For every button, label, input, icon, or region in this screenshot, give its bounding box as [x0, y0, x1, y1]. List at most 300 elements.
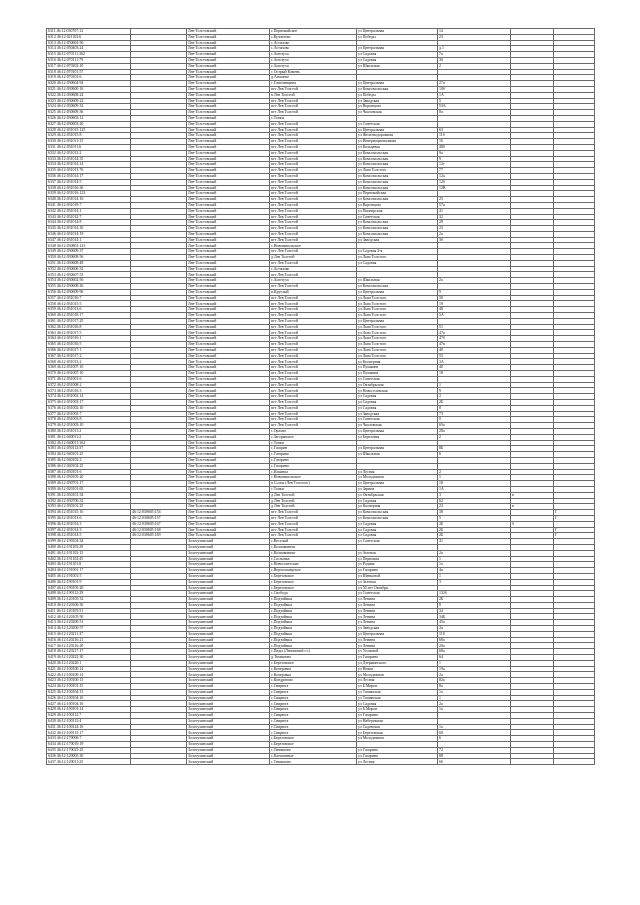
record-id-cell: 6338 46:12:031016:36 — [47, 185, 131, 191]
record-id-cell: 6394 46:12:031015:16 — [47, 510, 131, 516]
locality-cell: с.Свобода — [270, 591, 357, 597]
record-id-cell: 6412 46:12:120105:50 — [47, 614, 131, 620]
street-cell: ул Кооперная — [357, 359, 438, 365]
district-cell: Лев-Толстовский — [187, 34, 270, 40]
district-cell: Лев-Толстовский — [187, 226, 270, 232]
record-id-cell: 6431 46:12:100124:16 — [47, 724, 131, 730]
district-cell: Золотухинский — [187, 666, 270, 672]
locality-cell: с.Подтаймья — [270, 626, 357, 632]
record-id-cell: 6343 46:12:031012:7 — [47, 214, 131, 220]
street-cell: ул Садовая — [357, 498, 438, 504]
locality-cell: с.Гомелевщина — [270, 81, 357, 87]
district-cell: Лев-Толстовский — [187, 156, 270, 162]
street-cell: ул Дзержинского — [357, 660, 438, 666]
district-cell: Лев-Толстовский — [187, 168, 270, 174]
locality-cell: пгт Лев Толстой — [270, 208, 357, 214]
house-cell: 47б — [438, 336, 511, 342]
street-cell: ул Комсомольская — [357, 226, 438, 232]
record-id-cell: 6432 46:12:100115:17 — [47, 730, 131, 736]
locality-cell: пгт Лев Толстой — [270, 86, 357, 92]
locality-cell: с.Свирюга — [270, 695, 357, 701]
house-cell: 66 — [438, 759, 511, 765]
house-cell: 8Б — [438, 446, 511, 452]
record-id-cell: 6325 46:12:030609:36 — [47, 110, 131, 116]
locality-cell: с.Подтаймья — [270, 631, 357, 637]
record-id-cell: 6428 46:12:100101:14 — [47, 707, 131, 713]
registry-table — [46, 28, 595, 765]
locality-cell: с.Свирюга — [270, 701, 357, 707]
house-cell: 34Б — [438, 614, 511, 620]
record-id-cell: 6416 46:12:120216:21 — [47, 637, 131, 643]
district-cell: Лев-Толстовский — [187, 318, 270, 324]
street-cell: ул Заводская — [357, 237, 438, 243]
record-id-cell: 6386 46:12:040102:25 — [47, 463, 131, 469]
building-cell — [511, 759, 554, 765]
locality-cell: д.Агишево — [270, 75, 357, 81]
locality-cell: с.Свирюга — [270, 713, 357, 719]
house-cell: 57а — [438, 202, 511, 208]
house-cell: 64 — [438, 655, 511, 661]
locality-cell: с.Клепачевые — [270, 753, 357, 759]
record-id-cell: 6364 46:12:031016:1 — [47, 336, 131, 342]
district-cell: Лев-Толстовский — [187, 428, 270, 434]
locality-cell: пгт Лев Толстой — [270, 162, 357, 168]
record-id-cell: 6355 46:12:030608:26 — [47, 284, 131, 290]
locality-cell: пгт Лев Толстой — [270, 231, 357, 237]
record-id-cell: 6358 46:12:031015:5 — [47, 301, 131, 307]
street-cell: ул Комсомольская — [357, 173, 438, 179]
street-cell: ул Молодежная — [357, 672, 438, 678]
locality-cell: пгт Лев Толстой — [270, 121, 357, 127]
district-cell: Лев-Толстовский — [187, 46, 270, 52]
district-cell: Лев-Толстовский — [187, 197, 270, 203]
locality-cell: пгт Лев Толстой — [270, 365, 357, 371]
district-cell: Лев-Толстовский — [187, 486, 270, 492]
house-cell: 23 — [438, 34, 511, 40]
house-cell: 27а — [438, 81, 511, 87]
house-cell: 2а — [438, 550, 511, 556]
locality-cell: пгт Лев Толстой — [270, 110, 357, 116]
record-id-cell: 6393 46:12:030101:25 — [47, 504, 131, 510]
street-cell: ул Садовская — [357, 724, 438, 730]
house-cell: 9 — [438, 156, 511, 162]
district-cell: Лев-Толстовский — [187, 57, 270, 63]
district-cell: Лев-Толстовский — [187, 498, 270, 504]
locality-cell: с.Кочеровка — [270, 672, 357, 678]
locality-cell: пгт Лев Толстой — [270, 301, 357, 307]
district-cell: Золотухинский — [187, 730, 270, 736]
building-cell: б — [511, 521, 554, 527]
record-id-cell: 6347 46:12:031014:1 — [47, 237, 131, 243]
district-cell: Золотухинский — [187, 608, 270, 614]
locality-cell: пгт Лев Толстой — [270, 318, 357, 324]
district-cell: Лев-Толстовский — [187, 237, 270, 243]
record-id-cell: 6340 46:12:031014:16 — [47, 197, 131, 203]
street-cell: ул Садовая — [357, 52, 438, 58]
secondary-number-cell: 46:12:030605:168 — [131, 527, 187, 533]
record-id-cell: 6319 46:12:070101:6 — [47, 75, 131, 81]
locality-cell: п.Лев Толстой — [270, 92, 357, 98]
street-cell: ул Гагарина — [357, 747, 438, 753]
house-cell: 2Б — [438, 521, 511, 527]
street-cell: ул Комсомольская — [357, 156, 438, 162]
street-cell: ул Гагарина — [357, 655, 438, 661]
locality-cell: д.Лев Толстой — [270, 255, 357, 261]
house-cell: 1 — [438, 382, 511, 388]
street-cell: ул Набережная — [357, 718, 438, 724]
house-cell: 1 — [438, 660, 511, 666]
district-cell: Лев-Толстовский — [187, 336, 270, 342]
street-cell: ул Ташанская — [357, 695, 438, 701]
locality-cell: пгт Лев Толстой — [270, 260, 357, 266]
registry-table-body — [47, 29, 595, 765]
record-id-cell: 6329 46:12:031015:8 — [47, 133, 131, 139]
record-id-cell: 6327 46:12:030603:20 — [47, 121, 131, 127]
house-cell: 2Б — [438, 400, 511, 406]
district-cell: Золотухинский — [187, 556, 270, 562]
locality-cell: д.Лев Толстой — [270, 498, 357, 504]
locality-cell: пгт Лев Толстой — [270, 330, 357, 336]
locality-cell: с.Топки — [270, 486, 357, 492]
locality-cell: пгт Лев Толстой — [270, 359, 357, 365]
record-id-cell: 6349 46:12:030609:37 — [47, 249, 131, 255]
record-id-cell: 6321 46:12:030600:16 — [47, 86, 131, 92]
district-cell: Лев-Толстовский — [187, 400, 270, 406]
locality-cell: с.Тимашово — [270, 759, 357, 765]
secondary-number-cell: 46:12:030605:157 — [131, 515, 187, 521]
street-cell: ул 50 лет Октября — [357, 585, 438, 591]
house-cell: 1 — [438, 475, 511, 481]
street-cell: ул Льва Толстого — [357, 342, 438, 348]
district-cell: Золотухинский — [187, 695, 270, 701]
district-cell: Лев-Толстовский — [187, 411, 270, 417]
house-cell: 1а — [438, 724, 511, 730]
district-cell: Золотухинский — [187, 724, 270, 730]
house-cell: 2 — [438, 63, 511, 69]
street-cell: ул Чкаловская — [357, 110, 438, 116]
street-cell: ул Садовая — [357, 260, 438, 266]
locality-cell: с.Свирюга — [270, 730, 357, 736]
house-cell: 9 — [438, 417, 511, 423]
street-cell: ул Чкаловская — [357, 423, 438, 429]
locality-cell: с.Подтаймья — [270, 643, 357, 649]
district-cell: Лев-Толстовский — [187, 405, 270, 411]
street-cell: ул Лесная — [357, 759, 438, 765]
letter-cell: Г — [554, 533, 595, 539]
locality-cell: с.Свирюга — [270, 718, 357, 724]
locality-cell: с.Березовское — [270, 742, 357, 748]
locality-cell: пгт Лев Толстой — [270, 515, 357, 521]
record-id-cell: 6361 46:12:031017:25 — [47, 318, 131, 324]
record-id-cell: 6404 46:12:191001:17 — [47, 568, 131, 574]
house-cell: 2а — [438, 626, 511, 632]
district-cell: Лев-Толстовский — [187, 324, 270, 330]
street-cell: ул Садовая — [357, 394, 438, 400]
locality-cell: пгт Лев Толстой — [270, 313, 357, 319]
record-id-cell: 6351 46:12:030608:48 — [47, 260, 131, 266]
district-cell: Лев-Толстовский — [187, 301, 270, 307]
locality-cell: с.Березовское — [270, 585, 357, 591]
locality-cell: пгт Лев Толстой — [270, 417, 357, 423]
house-cell: 132б — [438, 591, 511, 597]
locality-cell: пгт Лев Толстой — [270, 127, 357, 133]
house-cell: 68а — [438, 649, 511, 655]
house-cell: 65а — [438, 423, 511, 429]
record-id-cell: 6374 46:12:031002:14 — [47, 394, 131, 400]
district-cell: Золотухинский — [187, 631, 270, 637]
locality-cell: с.Астапово — [270, 46, 357, 52]
house-cell: 2 — [438, 434, 511, 440]
street-cell: ул Центральная — [357, 127, 438, 133]
locality-cell: пгт Лев Толстой — [270, 342, 357, 348]
record-id-cell: 6395 46:12:031013:6 — [47, 515, 131, 521]
house-cell: 1а — [438, 562, 511, 568]
record-id-cell: 6410 46:12:120106:30 — [47, 602, 131, 608]
record-id-cell: 6399 46:12:190104:34 — [47, 539, 131, 545]
record-id-cell: 6331 46:12:031011:6 — [47, 144, 131, 150]
locality-cell: пгт Лев Толстой — [270, 371, 357, 377]
locality-cell: с.Колпаковичи — [270, 544, 357, 550]
street-cell: ул Садовая — [357, 533, 438, 539]
street-cell: ул Комсомольская — [357, 86, 438, 92]
street-cell: ул Советская — [357, 214, 438, 220]
locality-cell: с.Золотуха — [270, 57, 357, 63]
street-cell: ул Октябрьская — [357, 492, 438, 498]
record-id-cell: 6365 46:12:031016:5 — [47, 342, 131, 348]
district-cell: Лев-Толстовский — [187, 243, 270, 249]
record-id-cell: 6406 46:12:190101:9 — [47, 579, 131, 585]
house-cell: 2 — [438, 469, 511, 475]
street-cell: ул Зарина — [357, 486, 438, 492]
locality-cell: с.Верхосьмерское — [270, 568, 357, 574]
street-cell: ул Советская — [357, 376, 438, 382]
secondary-number-cell: 46:12:030605:169 — [131, 533, 187, 539]
district-cell: Лев-Толстовский — [187, 139, 270, 145]
house-cell: 1А — [438, 486, 511, 492]
record-id-cell: 6356 46:12:030609:96 — [47, 289, 131, 295]
locality-cell: пгт Лев Толстой — [270, 533, 357, 539]
district-cell: Лев-Толстовский — [187, 249, 270, 255]
house-cell: 55 — [438, 353, 511, 359]
district-cell: Лев-Толстовский — [187, 214, 270, 220]
district-cell: Золотухинский — [187, 759, 270, 765]
district-cell: Золотухинский — [187, 678, 270, 684]
street-cell: ул Советская — [357, 121, 438, 127]
record-id-cell: 6397 46:12:031014:3 — [47, 527, 131, 533]
street-cell: ул Гагарина — [357, 568, 438, 574]
record-id-cell: 6382 46:12:040011:162 — [47, 440, 131, 446]
locality-cell: с.Березовское — [270, 579, 357, 585]
record-id-cell: 6359 46:12:031013:6 — [47, 307, 131, 313]
locality-cell: с.Загорянское — [270, 434, 357, 440]
street-cell: ул Ленина — [357, 597, 438, 603]
house-cell: 8 — [438, 602, 511, 608]
street-cell: ул Школьная — [357, 278, 438, 284]
locality-cell: пгт Лев Толстой — [270, 336, 357, 342]
locality-cell: пгт Лев Толстой — [270, 388, 357, 394]
district-cell: Лев-Толстовский — [187, 382, 270, 388]
district-cell: Лев-Толстовский — [187, 481, 270, 487]
street-cell: ул Садовая — [357, 701, 438, 707]
record-id-cell: 6337 46:12:031014:5 — [47, 179, 131, 185]
street-cell: ул Б.Миров — [357, 684, 438, 690]
locality-cell: пгт Лев Толстой — [270, 284, 357, 290]
record-id-cell: 6392 46:12:030700:32 — [47, 498, 131, 504]
district-cell: Лев-Толстовский — [187, 423, 270, 429]
street-cell: ул Льва Толстого — [357, 336, 438, 342]
district-cell: Золотухинский — [187, 753, 270, 759]
house-cell: 8а — [438, 110, 511, 116]
house-cell: 47в — [438, 342, 511, 348]
record-id-cell: 6387 46:12:030101:6 — [47, 469, 131, 475]
district-cell: Лев-Толстовский — [187, 289, 270, 295]
house-cell: 47а — [438, 330, 511, 336]
house-cell: 3 — [438, 492, 511, 498]
record-id-cell: 6433 46:12:170006:7 — [47, 736, 131, 742]
locality-cell: с.Подтаймья — [270, 637, 357, 643]
street-cell: ул Центральная — [357, 46, 438, 52]
record-id-cell: 6390 46:12:020101:65 — [47, 486, 131, 492]
house-cell: 28 — [438, 220, 511, 226]
record-id-cell: 6396 46:12:031014:3 — [47, 521, 131, 527]
street-cell: ул Интернациональная — [357, 139, 438, 145]
street-cell: ул Комсомольская — [357, 197, 438, 203]
record-id-cell: 6372 46:12:031008:2 — [47, 382, 131, 388]
house-cell: 19а — [438, 666, 511, 672]
district-cell: Лев-Толстовский — [187, 475, 270, 481]
secondary-number-cell — [131, 759, 187, 765]
record-id-cell: 6373 46:12:031016:3 — [47, 388, 131, 394]
district-cell: Лев-Толстовский — [187, 376, 270, 382]
district-cell: Золотухинский — [187, 562, 270, 568]
house-cell: 88 — [438, 753, 511, 759]
house-cell: 25 — [438, 197, 511, 203]
record-id-cell: 6317 46:12:070202:10 — [47, 63, 131, 69]
record-id-cell: 6367 46:12:031017:2 — [47, 353, 131, 359]
house-cell: 16 — [438, 139, 511, 145]
locality-cell: с.Золотуха — [270, 278, 357, 284]
house-cell: 1 — [438, 573, 511, 579]
district-cell: Золотухинский — [187, 660, 270, 666]
record-id-cell: 6326 46:12:030603:12 — [47, 115, 131, 121]
record-id-cell: 6314 46:12:050403:24 — [47, 46, 131, 52]
district-cell: Лев-Толстовский — [187, 173, 270, 179]
street-cell: ул Садовая — [357, 521, 438, 527]
district-cell: Золотухинский — [187, 637, 270, 643]
record-id-cell: 6352 46:12:030606:32 — [47, 266, 131, 272]
district-cell: Лев-Толстовский — [187, 86, 270, 92]
locality-cell: с.Орлово — [270, 428, 357, 434]
house-cell: 40 — [438, 347, 511, 353]
house-cell: 5А — [438, 313, 511, 319]
locality-cell: с.Астапово — [270, 266, 357, 272]
street-cell: ул Ленина — [357, 608, 438, 614]
record-id-cell: 6323 46:12:030609:22 — [47, 98, 131, 104]
house-cell: 41 — [438, 539, 511, 545]
house-cell: 48 — [438, 307, 511, 313]
street-cell: ул Победы — [357, 34, 438, 40]
record-id-cell: 6379 46:12:031003:10 — [47, 423, 131, 429]
street-cell: ул Ленина — [357, 620, 438, 626]
locality-cell: с.Гагарино — [270, 457, 357, 463]
record-id-cell: 6354 46:12:030602:56 — [47, 278, 131, 284]
house-cell: 11б — [438, 133, 511, 139]
house-cell: 8 — [438, 405, 511, 411]
locality-cell: с.Кузовлево — [270, 34, 357, 40]
record-id-cell: 6324 46:12:030609:32 — [47, 104, 131, 110]
locality-cell: пгт Лев Толстой — [270, 400, 357, 406]
district-cell: Золотухинский — [187, 591, 270, 597]
house-cell: 9а — [438, 150, 511, 156]
locality-cell: пгт Лев Толстой — [270, 295, 357, 301]
street-cell: ул Ленина — [357, 637, 438, 643]
district-cell: Лев-Толстовский — [187, 81, 270, 87]
street-cell: ул Ленина — [357, 614, 438, 620]
locality-cell: пгт Лев Толстой — [270, 139, 357, 145]
house-cell: 50 — [438, 295, 511, 301]
district-cell: Лев-Толстовский — [187, 533, 270, 539]
record-id-cell: 6320 46:12:030604:94 — [47, 81, 131, 87]
locality-cell: пгт Лев Толстой — [270, 214, 357, 220]
street-cell: ул Центральная — [357, 29, 438, 35]
house-cell: 12а — [438, 173, 511, 179]
locality-cell: с.Гагарино — [270, 463, 357, 469]
record-id-cell: 6348 46:12:030801:123 — [47, 243, 131, 249]
district-cell: Лев-Толстовский — [187, 144, 270, 150]
locality-cell: пгт Лев Толстой — [270, 510, 357, 516]
district-cell: Лев-Толстовский — [187, 510, 270, 516]
house-cell: 3б — [438, 57, 511, 63]
house-cell: 20а — [438, 643, 511, 649]
locality-cell: пгт Лев Толстой — [270, 185, 357, 191]
district-cell: Лев-Толстовский — [187, 121, 270, 127]
house-cell: 2а — [438, 672, 511, 678]
locality-cell: с.Тимашово — [270, 747, 357, 753]
street-cell: ул Березовская — [357, 730, 438, 736]
locality-cell: с.Веселый — [270, 539, 357, 545]
street-cell: ул Садовая — [357, 527, 438, 533]
locality-cell: с.Новосоветские — [270, 562, 357, 568]
record-id-cell: 6398 46:12:031014:5 — [47, 533, 131, 539]
street-cell: ул Воронцова — [357, 202, 438, 208]
street-cell: ул Шевцовой — [357, 573, 438, 579]
document-page — [46, 28, 594, 765]
table-row — [47, 759, 595, 765]
district-cell: Лев-Толстовский — [187, 469, 270, 475]
record-id-cell: 6421 46:12:100100:14 — [47, 666, 131, 672]
district-cell: Лев-Толстовский — [187, 440, 270, 446]
district-cell: Золотухинский — [187, 620, 270, 626]
record-id-cell: 6311 46:12:030707:12 — [47, 29, 131, 35]
record-id-cell: 6413 46:12:120200:51 — [47, 620, 131, 626]
house-cell: 3б — [438, 237, 511, 243]
record-id-cell: 6376 46:12:031002:10 — [47, 405, 131, 411]
district-cell: Лев-Толстовский — [187, 98, 270, 104]
record-id-cell: 6341 46:12:031018:7 — [47, 202, 131, 208]
house-cell: 10б — [438, 86, 511, 92]
house-cell: 14 — [438, 29, 511, 35]
street-cell: ул Льва Толстого — [357, 295, 438, 301]
locality-cell: д.Лев Толстой — [270, 492, 357, 498]
district-cell: Лев-Толстовский — [187, 353, 270, 359]
house-cell: 2а — [438, 701, 511, 707]
district-cell: Лев-Толстовский — [187, 313, 270, 319]
building-cell: в — [511, 492, 554, 498]
street-cell: ул Центральная — [357, 318, 438, 324]
district-cell: Лев-Толстовский — [187, 202, 270, 208]
district-cell: Лев-Толстовский — [187, 179, 270, 185]
locality-cell: с.Ильинка — [270, 469, 357, 475]
